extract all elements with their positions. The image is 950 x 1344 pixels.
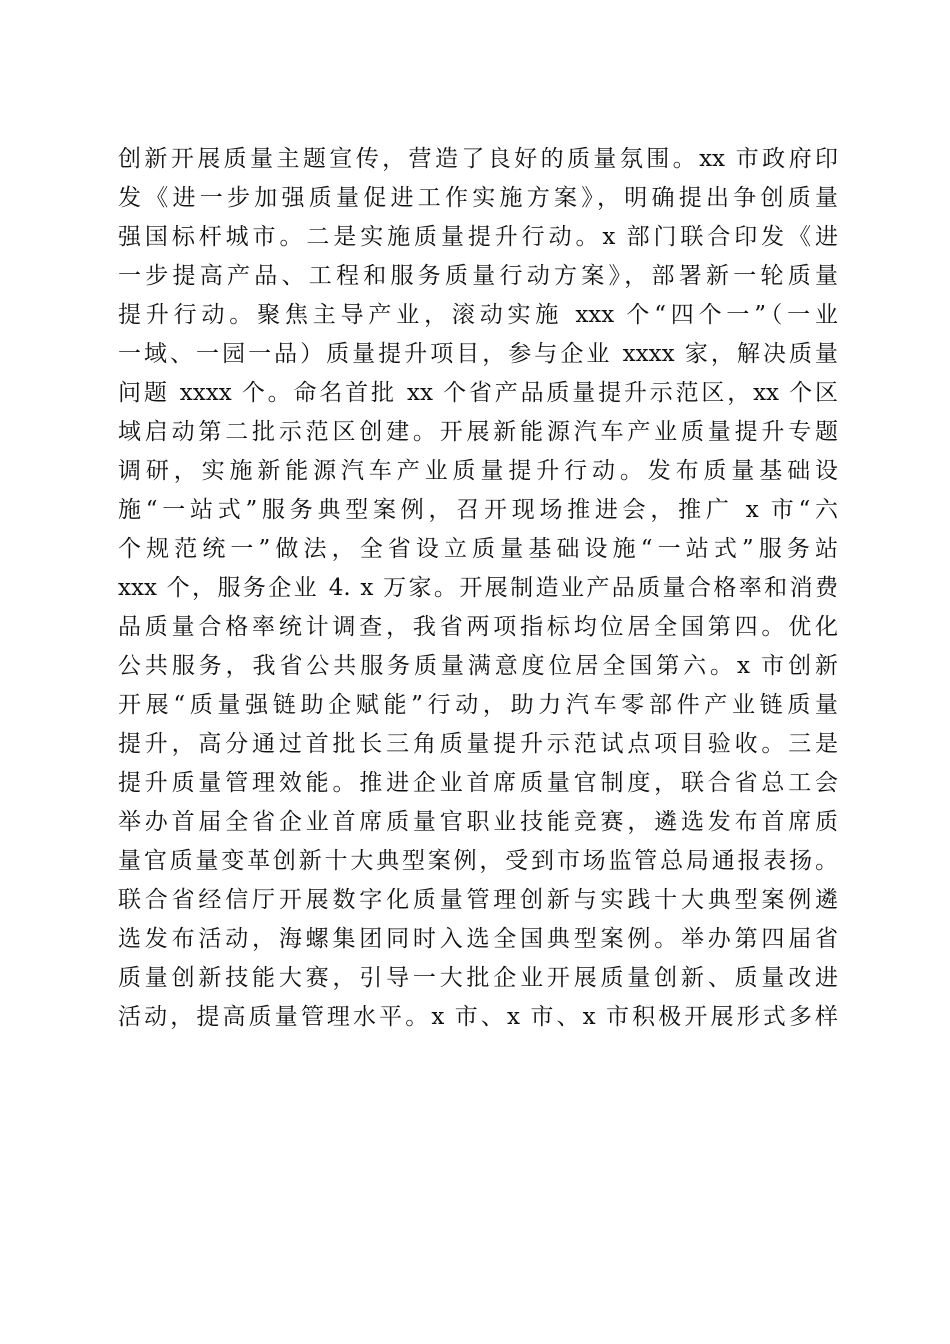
text-line: 选发布活动，海螺集团同时入选全国典型案例。举办第四届省: [118, 926, 838, 952]
text-line: 一步提高产品、工程和服务质量行动方案》，部署新一轮质量: [118, 263, 838, 289]
text-line: 开展“质量强链助企赋能”行动，助力汽车零部件产业链质量: [118, 692, 838, 718]
text-line: 联合省经信厅开展数字化质量管理创新与实践十大典型案例遴: [118, 887, 838, 913]
text-line: 一域、一园一品）质量提升项目，参与企业 xxxx 家，解决质量: [118, 341, 838, 367]
text-line: 量官质量变革创新十大典型案例，受到市场监管总局通报表扬。: [118, 848, 838, 874]
text-line: 问题 xxxx 个。命名首批 xx 个省产品质量提升示范区，xx 个区: [118, 380, 838, 406]
text-line: 调研，实施新能源汽车产业质量提升行动。发布质量基础设: [118, 458, 838, 484]
text-line: 公共服务，我省公共服务质量满意度位居全国第六。x 市创新: [118, 653, 838, 679]
text-line: 施“一站式”服务典型案例，召开现场推进会，推广 x 市“六: [118, 497, 838, 523]
text-line: 举办首届全省企业首席质量官职业技能竞赛，遴选发布首席质: [118, 809, 838, 835]
text-line: 活动，提高质量管理水平。x 市、x 市、x 市积极开展形式多样: [118, 1004, 838, 1030]
text-line: 强国标杆城市。二是实施质量提升行动。x 部门联合印发《进: [118, 224, 838, 250]
text-line: 发《进一步加强质量促进工作实施方案》，明确提出争创质量: [118, 185, 838, 211]
text-line: xxx 个，服务企业 4. x 万家。开展制造业产品质量合格率和消费: [118, 575, 838, 601]
text-line: 创新开展质量主题宣传，营造了良好的质量氛围。xx 市政府印: [118, 146, 838, 172]
text-line: 提升，高分通过首批长三角质量提升示范试点项目验收。三是: [118, 731, 838, 757]
text-line: 个规范统一”做法，全省设立质量基础设施“一站式”服务站: [118, 536, 838, 562]
text-line: 提升行动。聚焦主导产业，滚动实施 xxx 个“四个一”（一业: [118, 302, 838, 328]
text-line: 域启动第二批示范区创建。开展新能源汽车产业质量提升专题: [118, 419, 838, 445]
text-line: 质量创新技能大赛，引导一大批企业开展质量创新、质量改进: [118, 965, 838, 991]
text-line: 提升质量管理效能。推进企业首席质量官制度，联合省总工会: [118, 770, 838, 796]
body-text: [118, 140, 838, 1037]
text-line: 品质量合格率统计调查，我省两项指标均位居全国第四。优化: [118, 614, 838, 640]
